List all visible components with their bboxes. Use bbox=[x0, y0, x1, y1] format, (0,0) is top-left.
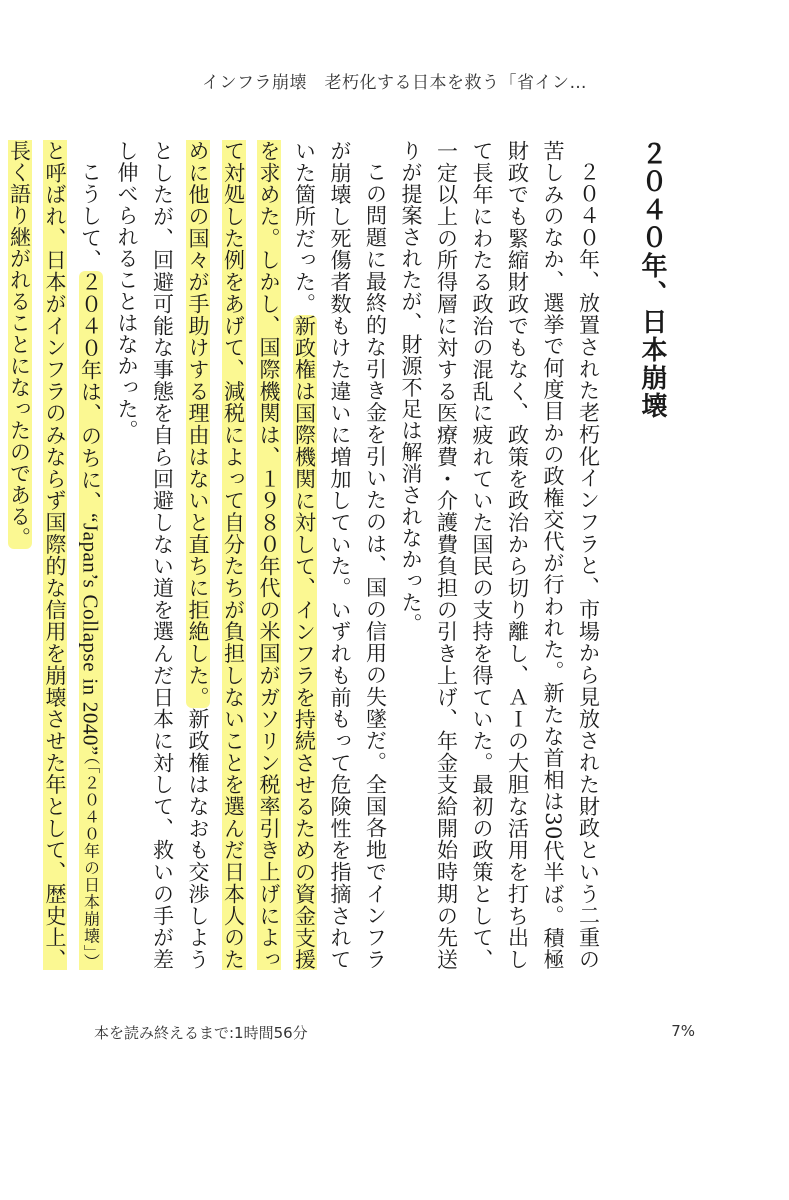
book-title: インフラ崩壊 老朽化する日本を救う「省イン… bbox=[202, 73, 587, 93]
highlight-english-title: “Japan’s Collapse in 2040” bbox=[78, 513, 103, 756]
highlight-translation-note: （「２０４０年の日本崩壊」） bbox=[81, 755, 101, 971]
chapter-heading: ２０４０年、日本崩壊 bbox=[637, 140, 667, 420]
author-note bbox=[0, 680, 1, 970]
paragraph-2-text: この問題に最終的な引き金を引いたのは、国の信用の失墜だ。全国各地でインフラが崩壊し死傷者数もけた違いに増加していた。いずれも前もって危険性を指摘されていた箇所だった。 bbox=[292, 140, 388, 970]
highlighted-passage-1[interactable]: 新政権は国際機関に対して、インフラを持続させるための資金支援を求めた。しかし、国際機関は、１９８０年代の米国がガソリン税率引き上げによって対処した例をあげて、減税によって自分たちが負担しないことを選んだ日本人のために他の国々が手助けする理由はないと直ちに拒絶した。 bbox=[186, 140, 317, 971]
reading-page bbox=[7, 140, 669, 971]
highlight-suffix: と呼ばれ、日本がインフラのみならず国際的な信用を崩壊させた年として、歴史上、長く語り継がれることになったのである。 bbox=[7, 140, 67, 970]
paragraph-1: ２０４０年、放置された老朽化インフラと、市場から見放された財政という二重の苦しみのなか、選挙で何度目かの政権交代が行われた。新たな首相は30代半ば。積極財政でも緊縮財政でもなく、政策を政治から切り離し、ＡＩの大胆な活用を打ち出して長年にわたる政治の混乱に疲れていた国民の支持を得ていた。最初の政策として、一定以上の所得層に対する医療費・介護費負担の引き上げ、年金支給開始時期の先送りが提案されたが、財源不足は解消されなかった。 bbox=[399, 140, 601, 970]
highlight-prefix: ２０４０年は、のちに、 bbox=[78, 271, 103, 514]
paragraph-2 bbox=[109, 140, 393, 970]
paragraph-3-text: こうして、 bbox=[78, 161, 103, 272]
time-remaining: 本を読み終えるまで:1時間56分 bbox=[94, 1024, 308, 1042]
paragraph-3 bbox=[1, 140, 109, 970]
reading-progress: 7% bbox=[671, 1022, 695, 1040]
paragraph-2-tail: 新政権はなおも交渉しようとしたが、回避可能な事態を自ら回避しない道を選んだ日本に対して、救いの手が差し伸べられることはなかった。 bbox=[115, 140, 210, 971]
